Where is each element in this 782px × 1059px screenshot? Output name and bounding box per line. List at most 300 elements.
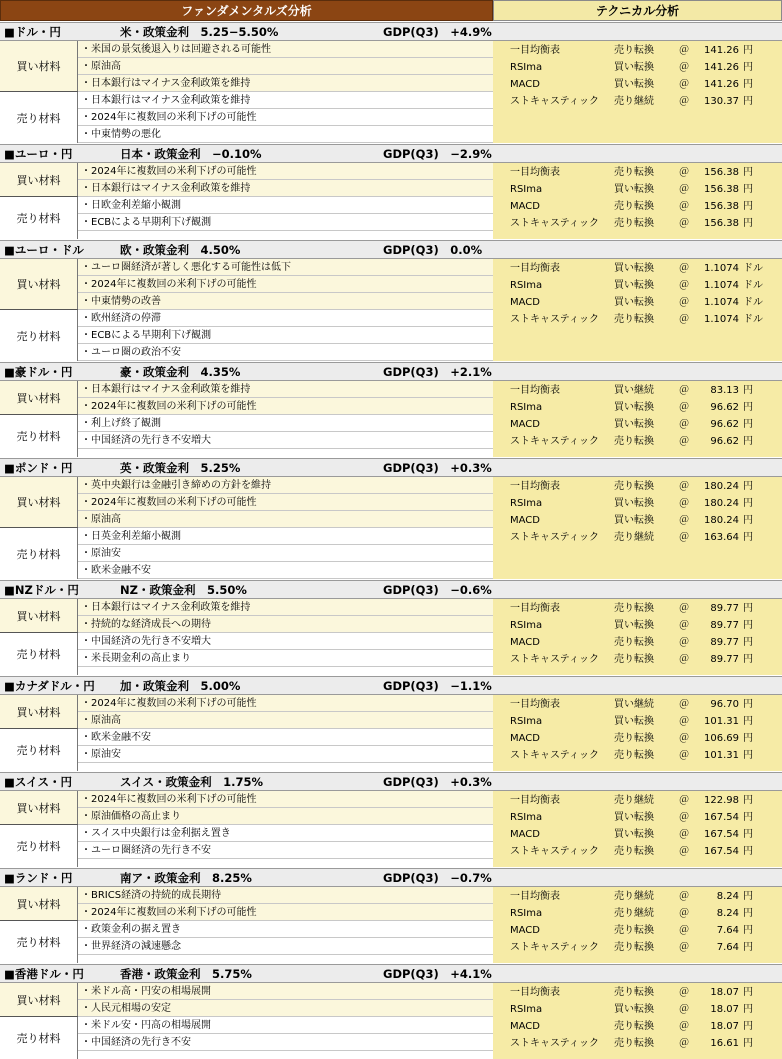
price-unit: 円 xyxy=(743,603,753,614)
currency-section xyxy=(0,458,782,579)
indicator-name: 一目均衡表 xyxy=(510,603,560,614)
price-value: 167.54 xyxy=(704,812,739,823)
indicator-name: ストキャスティック xyxy=(510,942,599,953)
technical-row xyxy=(493,713,782,730)
buy-label: 買い材料 xyxy=(0,983,78,1016)
sell-factor-item: ・欧米金融不安 xyxy=(78,562,493,579)
currency-section xyxy=(0,772,782,867)
indicator-name: 一目均衡表 xyxy=(510,45,560,56)
indicator-name: RSIma xyxy=(510,62,543,73)
at-mark: ＠ xyxy=(679,1038,689,1049)
price-value: 130.37 xyxy=(704,96,739,107)
indicator-name: 一目均衡表 xyxy=(510,699,560,710)
currency-pair: ■NZドル・円 xyxy=(4,583,79,597)
price-value: 96.62 xyxy=(710,419,739,430)
indicator-name: MACD xyxy=(510,733,540,744)
section-header xyxy=(0,22,782,41)
policy-rate: 豪・政策金利 4.35% xyxy=(120,365,241,379)
signal: 売り転換 xyxy=(614,481,654,492)
signal: 買い継続 xyxy=(614,385,654,396)
indicator-name: MACD xyxy=(510,419,540,430)
buy-factor-item: ・中東情勢の改善 xyxy=(78,293,493,310)
technical-row xyxy=(493,843,782,860)
price-value: 141.26 xyxy=(704,62,739,73)
technical-row xyxy=(493,433,782,450)
buy-factor-item: ・原油高 xyxy=(78,511,493,528)
indicator-name: RSIma xyxy=(510,498,543,509)
price-unit: 円 xyxy=(743,654,753,665)
indicator-name: 一目均衡表 xyxy=(510,167,560,178)
fundamentals-panel xyxy=(0,599,493,675)
price-unit: 円 xyxy=(743,987,753,998)
section-header xyxy=(0,362,782,381)
price-value: 89.77 xyxy=(710,620,739,631)
currency-pair: ■ポンド・円 xyxy=(4,461,73,475)
sell-label: 売り材料 xyxy=(0,921,78,963)
at-mark: ＠ xyxy=(679,750,689,761)
sell-factors xyxy=(0,921,493,963)
signal: 買い転換 xyxy=(614,280,654,291)
sell-factors xyxy=(0,729,493,771)
price-unit: 円 xyxy=(743,699,753,710)
buy-factors xyxy=(0,163,493,197)
fundamentals-panel xyxy=(0,259,493,361)
currency-section xyxy=(0,676,782,771)
fundamentals-panel xyxy=(0,477,493,579)
buy-label: 買い材料 xyxy=(0,791,78,824)
indicator-name: RSIma xyxy=(510,184,543,195)
technical-row xyxy=(493,600,782,617)
signal: 売り転換 xyxy=(614,167,654,178)
technical-row xyxy=(493,42,782,59)
indicator-name: MACD xyxy=(510,201,540,212)
price-unit: 円 xyxy=(743,925,753,936)
at-mark: ＠ xyxy=(679,532,689,543)
price-value: 8.24 xyxy=(716,891,739,902)
sell-factors xyxy=(0,415,493,457)
buy-label: 買い材料 xyxy=(0,887,78,920)
technical-row xyxy=(493,164,782,181)
buy-factor-item: ・日本銀行はマイナス金利政策を維持 xyxy=(78,381,493,398)
indicator-name: RSIma xyxy=(510,908,543,919)
at-mark: ＠ xyxy=(679,829,689,840)
technical-row xyxy=(493,826,782,843)
price-unit: 円 xyxy=(743,96,753,107)
signal: 買い転換 xyxy=(614,263,654,274)
technical-row xyxy=(493,59,782,76)
at-mark: ＠ xyxy=(679,45,689,56)
sell-factor-item: ・スイス中央銀行は金利据え置き xyxy=(78,825,493,842)
technical-panel xyxy=(493,41,782,143)
technical-row xyxy=(493,181,782,198)
currency-pair: ■カナダドル・円 xyxy=(4,679,95,693)
technical-row xyxy=(493,792,782,809)
price-value: 141.26 xyxy=(704,45,739,56)
currency-section xyxy=(0,868,782,963)
sell-factor-item: ・ユーロ圏経済の先行き不安 xyxy=(78,842,493,859)
price-value: 156.38 xyxy=(704,201,739,212)
policy-rate: 米・政策金利 5.25−5.50% xyxy=(120,25,279,39)
indicator-name: ストキャスティック xyxy=(510,218,599,229)
indicator-name: MACD xyxy=(510,297,540,308)
technical-panel xyxy=(493,695,782,771)
price-value: 96.62 xyxy=(710,436,739,447)
indicator-name: ストキャスティック xyxy=(510,532,599,543)
buy-factor-item: ・人民元相場の安定 xyxy=(78,1000,493,1017)
technical-row xyxy=(493,730,782,747)
technical-row xyxy=(493,651,782,668)
price-value: 156.38 xyxy=(704,184,739,195)
sell-factors xyxy=(0,1017,493,1059)
technical-header: テクニカル分析 xyxy=(493,0,782,21)
indicator-name: MACD xyxy=(510,637,540,648)
signal: 買い転換 xyxy=(614,62,654,73)
indicator-name: 一目均衡表 xyxy=(510,987,560,998)
indicator-name: RSIma xyxy=(510,716,543,727)
gdp-growth: GDP(Q3) −0.7% xyxy=(383,871,492,885)
price-unit: ドル xyxy=(743,263,763,274)
price-unit: ドル xyxy=(743,314,763,325)
technical-panel xyxy=(493,791,782,867)
price-unit: 円 xyxy=(743,62,753,73)
price-unit: 円 xyxy=(743,167,753,178)
indicator-name: ストキャスティック xyxy=(510,846,599,857)
buy-label: 買い材料 xyxy=(0,695,78,728)
price-unit: 円 xyxy=(743,1004,753,1015)
technical-row xyxy=(493,260,782,277)
signal: 売り継続 xyxy=(614,96,654,107)
technical-row xyxy=(493,311,782,328)
price-value: 96.62 xyxy=(710,402,739,413)
buy-label: 買い材料 xyxy=(0,259,78,309)
fundamentals-header: ファンダメンタルズ分析 xyxy=(0,0,493,21)
currency-section xyxy=(0,362,782,457)
policy-rate: 英・政策金利 5.25% xyxy=(120,461,241,475)
buy-factors xyxy=(0,381,493,415)
section-header xyxy=(0,676,782,695)
signal: 買い転換 xyxy=(614,297,654,308)
price-value: 106.69 xyxy=(704,733,739,744)
price-value: 1.1074 xyxy=(704,280,739,291)
buy-factor-item: ・2024年に複数回の米利下げの可能性 xyxy=(78,791,493,808)
technical-row xyxy=(493,294,782,311)
sell-label: 売り材料 xyxy=(0,310,78,361)
at-mark: ＠ xyxy=(679,925,689,936)
price-value: 18.07 xyxy=(710,987,739,998)
technical-row xyxy=(493,922,782,939)
policy-rate: NZ・政策金利 5.50% xyxy=(120,583,247,597)
price-unit: 円 xyxy=(743,795,753,806)
signal: 買い転換 xyxy=(614,812,654,823)
sell-factors xyxy=(0,92,493,143)
price-value: 89.77 xyxy=(710,603,739,614)
indicator-name: 一目均衡表 xyxy=(510,795,560,806)
price-value: 1.1074 xyxy=(704,297,739,308)
at-mark: ＠ xyxy=(679,218,689,229)
signal: 売り転換 xyxy=(614,218,654,229)
price-unit: 円 xyxy=(743,218,753,229)
price-value: 163.64 xyxy=(704,532,739,543)
at-mark: ＠ xyxy=(679,699,689,710)
buy-factor-item: ・原油価格の高止まり xyxy=(78,808,493,825)
price-unit: 円 xyxy=(743,498,753,509)
signal: 売り転換 xyxy=(614,1021,654,1032)
indicator-name: ストキャスティック xyxy=(510,654,599,665)
sell-factor-item: ・利上げ終了観測 xyxy=(78,415,493,432)
at-mark: ＠ xyxy=(679,987,689,998)
price-unit: 円 xyxy=(743,891,753,902)
technical-row xyxy=(493,529,782,546)
price-value: 180.24 xyxy=(704,498,739,509)
signal: 売り継続 xyxy=(614,908,654,919)
buy-factor-item: ・原油高 xyxy=(78,712,493,729)
technical-row xyxy=(493,747,782,764)
currency-pair: ■ユーロ・円 xyxy=(4,147,73,161)
sell-factors xyxy=(0,528,493,579)
section-header xyxy=(0,772,782,791)
price-value: 122.98 xyxy=(704,795,739,806)
sell-factor-item: ・欧米金融不安 xyxy=(78,729,493,746)
buy-factor-item: ・日本銀行はマイナス金利政策を維持 xyxy=(78,599,493,616)
gdp-growth: GDP(Q3) 0.0% xyxy=(383,243,483,257)
at-mark: ＠ xyxy=(679,201,689,212)
policy-rate: 香港・政策金利 5.75% xyxy=(120,967,252,981)
price-value: 101.31 xyxy=(704,716,739,727)
at-mark: ＠ xyxy=(679,79,689,90)
at-mark: ＠ xyxy=(679,184,689,195)
gdp-growth: GDP(Q3) +2.1% xyxy=(383,365,492,379)
technical-panel xyxy=(493,381,782,457)
technical-panel xyxy=(493,163,782,239)
at-mark: ＠ xyxy=(679,1021,689,1032)
signal: 買い転換 xyxy=(614,419,654,430)
price-unit: 円 xyxy=(743,637,753,648)
technical-row xyxy=(493,939,782,956)
technical-row xyxy=(493,888,782,905)
technical-row xyxy=(493,198,782,215)
at-mark: ＠ xyxy=(679,498,689,509)
technical-row xyxy=(493,984,782,1001)
signal: 買い転換 xyxy=(614,498,654,509)
gdp-growth: GDP(Q3) +0.3% xyxy=(383,461,492,475)
sell-factor-item: ・中国経済の先行き不安 xyxy=(78,1034,493,1051)
price-unit: 円 xyxy=(743,184,753,195)
price-unit: ドル xyxy=(743,297,763,308)
technical-row xyxy=(493,93,782,110)
price-unit: 円 xyxy=(743,481,753,492)
signal: 買い転換 xyxy=(614,79,654,90)
indicator-name: ストキャスティック xyxy=(510,750,599,761)
fundamentals-panel xyxy=(0,887,493,963)
at-mark: ＠ xyxy=(679,515,689,526)
price-unit: 円 xyxy=(743,716,753,727)
buy-factor-item: ・日本銀行はマイナス金利政策を維持 xyxy=(78,180,493,197)
currency-pair: ■ユーロ・ドル xyxy=(4,243,84,257)
at-mark: ＠ xyxy=(679,603,689,614)
gdp-growth: GDP(Q3) −2.9% xyxy=(383,147,492,161)
buy-factor-item: ・2024年に複数回の米利下げの可能性 xyxy=(78,163,493,180)
buy-factors xyxy=(0,41,493,92)
at-mark: ＠ xyxy=(679,297,689,308)
technical-row xyxy=(493,215,782,232)
sell-factor-item: ・日欧金利差縮小観測 xyxy=(78,197,493,214)
price-unit: 円 xyxy=(743,532,753,543)
buy-label: 買い材料 xyxy=(0,163,78,196)
sell-factor-item: ・中国経済の先行き不安増大 xyxy=(78,432,493,449)
technical-panel xyxy=(493,477,782,579)
price-unit: 円 xyxy=(743,733,753,744)
price-value: 141.26 xyxy=(704,79,739,90)
buy-factors xyxy=(0,887,493,921)
technical-row xyxy=(493,416,782,433)
sell-factor-item: ・中東情勢の悪化 xyxy=(78,126,493,143)
sell-label: 売り材料 xyxy=(0,1017,78,1059)
sell-factor-item: ・日英金利差縮小観測 xyxy=(78,528,493,545)
currency-pair: ■ランド・円 xyxy=(4,871,73,885)
indicator-name: MACD xyxy=(510,1021,540,1032)
at-mark: ＠ xyxy=(679,314,689,325)
buy-factor-item: ・英中央銀行は金融引き締めの方針を維持 xyxy=(78,477,493,494)
price-value: 167.54 xyxy=(704,829,739,840)
buy-factor-item: ・持続的な経済成長への期待 xyxy=(78,616,493,633)
technical-row xyxy=(493,478,782,495)
price-unit: 円 xyxy=(743,1038,753,1049)
signal: 売り転換 xyxy=(614,45,654,56)
price-value: 156.38 xyxy=(704,167,739,178)
price-value: 89.77 xyxy=(710,637,739,648)
section-header xyxy=(0,240,782,259)
indicator-name: ストキャスティック xyxy=(510,436,599,447)
at-mark: ＠ xyxy=(679,908,689,919)
sell-label: 売り材料 xyxy=(0,415,78,457)
sell-factor-item: ・2024年に複数回の米利下げの可能性 xyxy=(78,109,493,126)
price-value: 7.64 xyxy=(716,942,739,953)
indicator-name: 一目均衡表 xyxy=(510,481,560,492)
buy-label: 買い材料 xyxy=(0,599,78,632)
indicator-name: MACD xyxy=(510,925,540,936)
price-unit: 円 xyxy=(743,908,753,919)
buy-factor-item: ・2024年に複数回の米利下げの可能性 xyxy=(78,494,493,511)
currency-pair: ■スイス・円 xyxy=(4,775,73,789)
sell-factor-item: ・ユーロ圏の政治不安 xyxy=(78,344,493,361)
price-unit: 円 xyxy=(743,846,753,857)
technical-row xyxy=(493,399,782,416)
section-header xyxy=(0,964,782,983)
sell-factor-item: ・世界経済の減速懸念 xyxy=(78,938,493,955)
signal: 買い転換 xyxy=(614,515,654,526)
signal: 買い転換 xyxy=(614,716,654,727)
signal: 売り転換 xyxy=(614,314,654,325)
signal: 売り転換 xyxy=(614,750,654,761)
indicator-name: MACD xyxy=(510,515,540,526)
fundamentals-panel xyxy=(0,163,493,239)
signal: 売り転換 xyxy=(614,1038,654,1049)
buy-factor-item: ・米国の景気後退入りは回避される可能性 xyxy=(78,41,493,58)
currency-section xyxy=(0,964,782,1059)
at-mark: ＠ xyxy=(679,385,689,396)
sell-label: 売り材料 xyxy=(0,633,78,675)
price-unit: 円 xyxy=(743,750,753,761)
at-mark: ＠ xyxy=(679,812,689,823)
sell-factor-item: ・欧州経済の停滞 xyxy=(78,310,493,327)
buy-factors xyxy=(0,599,493,633)
price-unit: 円 xyxy=(743,45,753,56)
buy-factors xyxy=(0,259,493,310)
technical-row xyxy=(493,634,782,651)
price-value: 18.07 xyxy=(710,1021,739,1032)
fundamentals-panel xyxy=(0,381,493,457)
at-mark: ＠ xyxy=(679,795,689,806)
sell-factor-item: ・政策金利の据え置き xyxy=(78,921,493,938)
indicator-name: ストキャスティック xyxy=(510,96,599,107)
at-mark: ＠ xyxy=(679,846,689,857)
currency-pair: ■ドル・円 xyxy=(4,25,61,39)
at-mark: ＠ xyxy=(679,654,689,665)
at-mark: ＠ xyxy=(679,637,689,648)
signal: 売り転換 xyxy=(614,436,654,447)
buy-factors xyxy=(0,791,493,825)
at-mark: ＠ xyxy=(679,419,689,430)
currency-section xyxy=(0,580,782,675)
gdp-growth: GDP(Q3) −0.6% xyxy=(383,583,492,597)
technical-row xyxy=(493,905,782,922)
price-unit: 円 xyxy=(743,942,753,953)
price-value: 167.54 xyxy=(704,846,739,857)
indicator-name: 一目均衡表 xyxy=(510,385,560,396)
policy-rate: 日本・政策金利 −0.10% xyxy=(120,147,262,161)
gdp-growth: GDP(Q3) +0.3% xyxy=(383,775,492,789)
price-value: 1.1074 xyxy=(704,314,739,325)
price-unit: 円 xyxy=(743,620,753,631)
buy-factor-item: ・2024年に複数回の米利下げの可能性 xyxy=(78,398,493,415)
price-unit: 円 xyxy=(743,201,753,212)
signal: 売り転換 xyxy=(614,846,654,857)
indicator-name: RSIma xyxy=(510,402,543,413)
technical-panel xyxy=(493,599,782,675)
price-value: 156.38 xyxy=(704,218,739,229)
indicator-name: 一目均衡表 xyxy=(510,891,560,902)
sell-factors xyxy=(0,310,493,361)
buy-factor-item: ・米ドル高・円安の相場展開 xyxy=(78,983,493,1000)
signal: 買い転換 xyxy=(614,829,654,840)
signal: 売り転換 xyxy=(614,637,654,648)
indicator-name: ストキャスティック xyxy=(510,1038,599,1049)
signal: 売り転換 xyxy=(614,201,654,212)
currency-pair: ■香港ドル・円 xyxy=(4,967,84,981)
sell-factors xyxy=(0,825,493,867)
buy-factor-item: ・2024年に複数回の米利下げの可能性 xyxy=(78,276,493,293)
buy-factor-item: ・2024年に複数回の米利下げの可能性 xyxy=(78,904,493,921)
technical-panel xyxy=(493,887,782,963)
technical-row xyxy=(493,1018,782,1035)
signal: 買い継続 xyxy=(614,699,654,710)
policy-rate: 欧・政策金利 4.50% xyxy=(120,243,241,257)
sell-factors xyxy=(0,633,493,675)
price-value: 1.1074 xyxy=(704,263,739,274)
signal: 買い転換 xyxy=(614,184,654,195)
price-unit: 円 xyxy=(743,79,753,90)
technical-row xyxy=(493,76,782,93)
at-mark: ＠ xyxy=(679,436,689,447)
at-mark: ＠ xyxy=(679,1004,689,1015)
at-mark: ＠ xyxy=(679,263,689,274)
technical-row xyxy=(493,1035,782,1052)
policy-rate: 加・政策金利 5.00% xyxy=(120,679,241,693)
buy-factor-item: ・BRICS経済の持続的成長期待 xyxy=(78,887,493,904)
indicator-name: 一目均衡表 xyxy=(510,263,560,274)
at-mark: ＠ xyxy=(679,62,689,73)
buy-factors xyxy=(0,983,493,1017)
